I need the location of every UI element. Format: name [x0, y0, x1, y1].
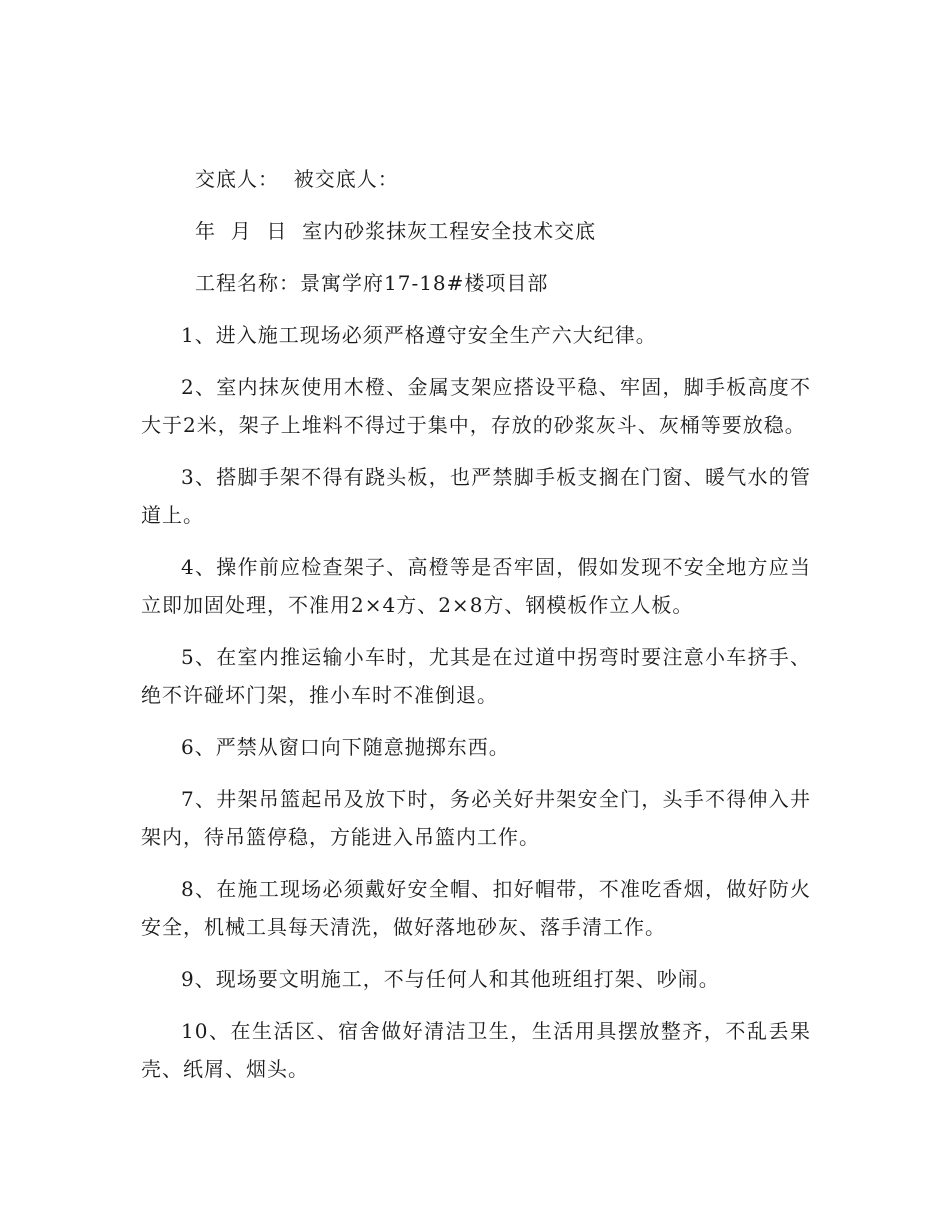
safety-item: 3、搭脚手架不得有跷头板，也严禁脚手板支搁在门窗、暖气水的管道上。 — [141, 465, 811, 527]
safety-item: 10、在生活区、宿舍做好清洁卫生，生活用具摆放整齐，不乱丢果壳、纸屑、烟头。 — [141, 1019, 811, 1081]
project-name-line: 工程名称：景寓学府17-18#楼项目部 — [195, 271, 549, 295]
document-body — [141, 160, 811, 1102]
safety-item: 7、井架吊篮起吊及放下时，务必关好井架安全门，头手不得伸入井架内，待吊篮停稳，方能进入吊篮内工作。 — [141, 787, 811, 849]
safety-item: 2、室内抹灰使用木橙、金属支架应搭设平稳、牢固，脚手板高度不大于2米，架子上堆料不得过于集中，存放的砂浆灰斗、灰桶等要放稳。 — [141, 375, 811, 437]
safety-item: 9、现场要文明施工，不与任何人和其他班组打架、吵闹。 — [181, 967, 720, 991]
signers-line: 交底人： 被交底人： — [195, 167, 399, 191]
safety-item: 1、进入施工现场必须严格遵守安全生产六大纪律。 — [181, 323, 657, 347]
date-title-line: 年 月 日 室内砂浆抹灰工程安全技术交底 — [195, 219, 597, 243]
safety-item: 6、严禁从窗口向下随意抛掷东西。 — [181, 735, 510, 759]
safety-item: 5、在室内推运输小车时，尤其是在过道中拐弯时要注意小车挤手、绝不许碰坏门架，推小车时不准倒退。 — [141, 645, 811, 707]
safety-item: 8、在施工现场必须戴好安全帽、扣好帽带，不准吃香烟，做好防火安全，机械工具每天清洗，做好落地砂灰、落手清工作。 — [141, 877, 811, 939]
safety-item: 4、操作前应检查架子、高橙等是否牢固，假如发现不安全地方应当立即加固处理，不准用2×4方、2×8方、钢模板作立人板。 — [141, 555, 811, 617]
